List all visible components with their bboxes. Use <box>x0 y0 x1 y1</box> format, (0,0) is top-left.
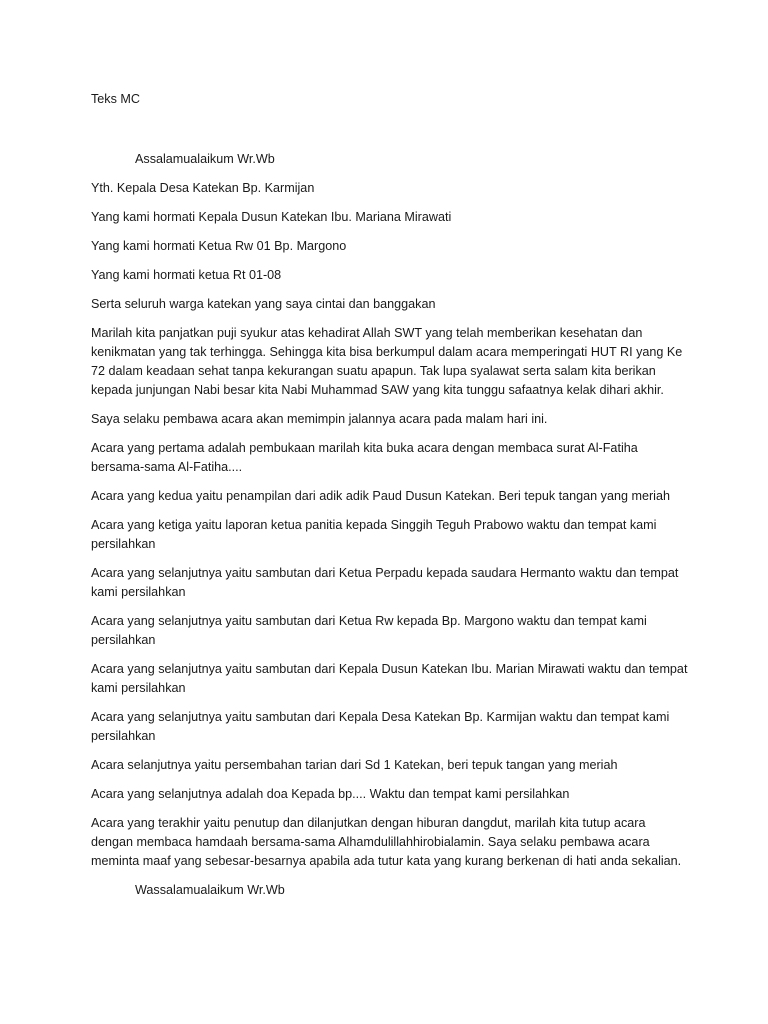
opening-greeting: Assalamualaikum Wr.Wb <box>135 152 275 166</box>
paragraph: Yang kami hormati Ketua Rw 01 Bp. Margono <box>91 239 347 253</box>
paragraph: Acara selanjutnya yaitu persembahan tarian dari Sd 1 Katekan, beri tepuk tangan yang meriah <box>91 758 618 772</box>
paragraph: Acara yang kedua yaitu penampilan dari adik adik Paud Dusun Katekan. Beri tepuk tangan yang meriah <box>91 489 670 503</box>
paragraph: Acara yang selanjutnya yaitu sambutan dari Ketua Rw kepada Bp. Margono waktu dan tempat kami persilahkan <box>91 614 647 647</box>
paragraph: Yth. Kepala Desa Katekan Bp. Karmijan <box>91 181 315 195</box>
paragraph: Serta seluruh warga katekan yang saya cintai dan banggakan <box>91 297 436 311</box>
paragraph: Acara yang selanjutnya yaitu sambutan dari Ketua Perpadu kepada saudara Hermanto waktu dan tempat kami persilahkan <box>91 566 679 599</box>
paragraph: Acara yang selanjutnya yaitu sambutan dari Kepala Dusun Katekan Ibu. Marian Mirawati waktu dan tempat kami persilahkan <box>91 662 688 695</box>
paragraph: Acara yang terakhir yaitu penutup dan dilanjutkan dengan hiburan dangdut, marilah kita tutup acara dengan membaca hamdaah bersama-sama Alhamdulillahhirobialamin. Saya selaku pembawa acara meminta maaf yang sebesar-besarnya apabila ada tutur kata yang kurang berkenan di hati anda sekalian. <box>91 816 682 868</box>
paragraph: Yang kami hormati Kepala Dusun Katekan Ibu. Mariana Mirawati <box>91 210 452 224</box>
paragraph: Acara yang ketiga yaitu laporan ketua panitia kepada Singgih Teguh Prabowo waktu dan tempat kami persilahkan <box>91 518 657 551</box>
document-body <box>91 90 691 910</box>
paragraph: Yang kami hormati ketua Rt 01-08 <box>91 268 282 282</box>
paragraph: Acara yang selanjutnya yaitu sambutan dari Kepala Desa Katekan Bp. Karmijan waktu dan tempat kami persilahkan <box>91 710 670 743</box>
closing-greeting: Wassalamualaikum Wr.Wb <box>135 883 285 897</box>
paragraph: Saya selaku pembawa acara akan memimpin jalannya acara pada malam hari ini. <box>91 412 548 426</box>
paragraph: Acara yang selanjutnya adalah doa Kepada bp.... Waktu dan tempat kami persilahkan <box>91 787 570 801</box>
paragraph: Marilah kita panjatkan puji syukur atas kehadirat Allah SWT yang telah memberikan kesehatan dan kenikmatan yang tak terhingga. Sehingga kita bisa berkumpul dalam acara memperingati HUT RI yang Ke 72 dalam keadaan sehat tanpa kekurangan suatu apapun. Tak lupa syalawat serta salam kita berikan kepada junjungan Nabi besar kita Nabi Muhammad SAW yang kita tunggu safaatnya kelak dihari akhir. <box>91 326 683 397</box>
paragraph: Acara yang pertama adalah pembukaan marilah kita buka acara dengan membaca surat Al-Fatiha bersama-sama Al-Fatiha.... <box>91 441 638 474</box>
document-title: Teks MC <box>91 92 140 106</box>
